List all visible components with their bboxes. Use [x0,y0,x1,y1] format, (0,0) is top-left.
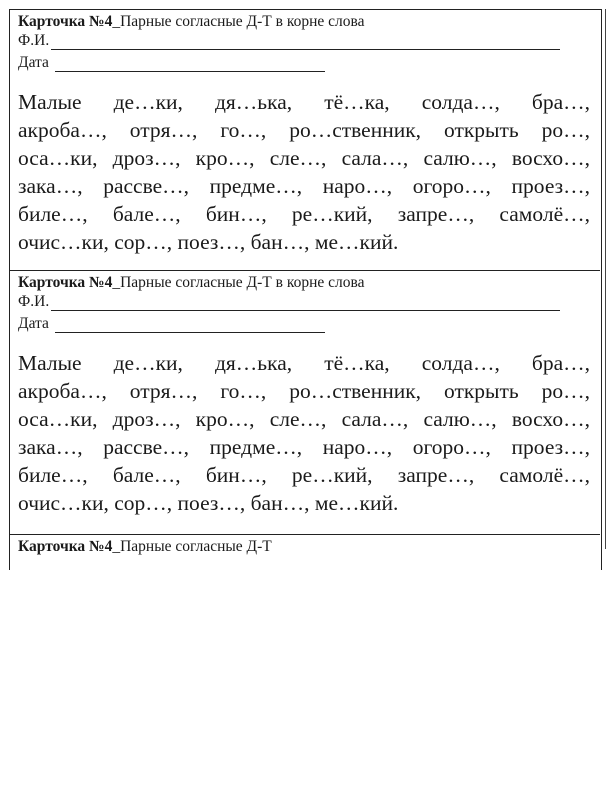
exercise-text [18,349,590,517]
card-title [18,538,272,556]
exercise-line: биле…, бале…, бин…, ре…кий, запре…, самолё…, [18,463,590,487]
exercise-line: зака…, рассве…, предме…, наро…, огоро…, проез…, [18,435,590,459]
name-label: Ф.И. [18,32,50,49]
date-label: Дата [18,315,49,332]
name-field [18,32,560,50]
page-edge-line [605,9,606,549]
date-blank [55,318,325,333]
exercise-text [18,88,590,256]
card-topic: _Парные согласные Д-Т в корне слова [112,13,365,30]
name-field [18,293,560,311]
card-topic: _Парные согласные Д-Т [112,538,272,555]
exercise-line: Малые де…ки, дя…ька, тё…ка, солда…, бра…, [18,351,590,375]
card-number: Карточка №4 [18,538,113,555]
exercise-line: биле…, бале…, бин…, ре…кий, запре…, самолё…, [18,202,590,226]
date-field [18,315,325,333]
name-blank [51,296,560,311]
exercise-line: зака…, рассве…, предме…, наро…, огоро…, проез…, [18,174,590,198]
card-number: Карточка №4 [18,13,113,30]
worksheet-card-2 [10,270,600,532]
name-label: Ф.И. [18,293,50,310]
exercise-line: очис…ки, сор…, поез…, бан…, ме…кий. [18,491,399,515]
name-blank [51,35,560,50]
card-number: Карточка №4 [18,274,113,291]
date-label: Дата [18,54,49,71]
exercise-line: акроба…, отря…, го…, ро…ственник, открыть ро…, [18,379,590,403]
exercise-line: очис…ки, сор…, поез…, бан…, ме…кий. [18,230,399,254]
exercise-line: Малые де…ки, дя…ька, тё…ка, солда…, бра…, [18,90,590,114]
exercise-line: оса…ки, дроз…, кро…, сле…, сала…, салю…, восхо…, [18,407,590,431]
card-title [18,13,364,31]
worksheet-card-1 [10,10,600,271]
worksheet-card-3-partial [10,534,600,796]
exercise-line: оса…ки, дроз…, кро…, сле…, сала…, салю…, восхо…, [18,146,590,170]
card-topic: _Парные согласные Д-Т в корне слова [112,274,365,291]
exercise-line: акроба…, отря…, го…, ро…ственник, открыть ро…, [18,118,590,142]
date-blank [55,57,325,72]
date-field [18,54,325,72]
card-title [18,274,364,292]
